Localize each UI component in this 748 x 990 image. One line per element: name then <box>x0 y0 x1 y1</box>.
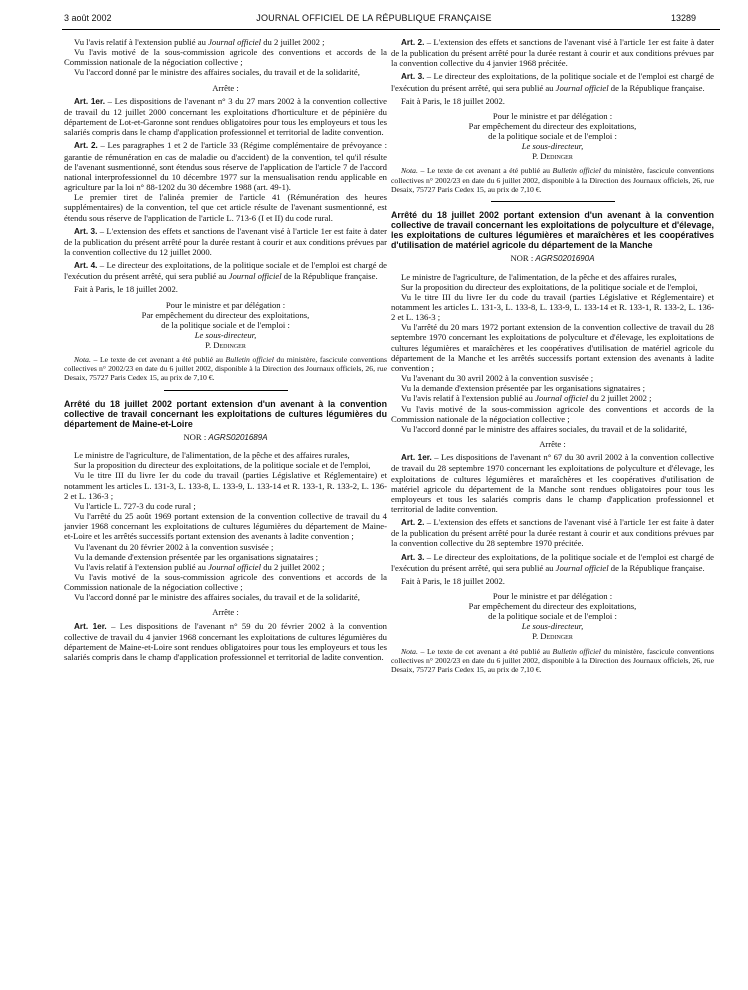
minister-line: Le ministre de l'agriculture, de l'alimentation, de la pêche et des affaires rurales, <box>401 271 677 282</box>
article-2-paragraph-2: Le premier tiret de l'alinéa premier de l'article 41 (Rémunération des heures supplémentaires) de la convention, tel que cet article résulte de l'avenant susmentionné, est étendu sous réserve de l'application de l'article L. 713-6 (I et II) du code rural. <box>64 192 387 223</box>
article-1: Art. 1er. – Les dispositions de l'avenant n° 67 du 30 avril 2002 à la convention collective de travail du 28 septembre 1970 concernant les exploitations de polyculture et d'élevage, les exploitations de cultures légumières et maraîchères et les coopératives d'utilisation de matériel agricole du département de la Manche sont rendues obligatoires pour tous les employeurs et tous les salariés compris dans le champ d'application professionnel et territorial de ladite convention. <box>391 452 714 514</box>
nor-reference: NOR : AGRS0201689A <box>183 431 268 442</box>
header-journal-title: JOURNAL OFFICIEL DE LA RÉPUBLIQUE FRANÇAISE <box>256 13 492 23</box>
visa-code-rural: Vu l'article L. 727-3 du code rural ; <box>74 500 196 511</box>
nota-note: Nota. – Le texte de cet avenant a été publié au Bulletin officiel du ministère, fascicule conventions collectives n° 2002/23 en date du 6 juillet 2002, disponible à la Direction des Journaux officiels, 26, rue Desaix, 75727 Paris Cedex 15, au prix de 7,10 €. <box>391 166 714 194</box>
visa-accord: Vu l'accord donné par le ministre des affaires sociales, du travail et de la solidarité, <box>74 67 360 78</box>
visa-avis: Vu l'avis relatif à l'extension publié au Journal officiel du 2 juillet 2002 ; <box>401 393 652 404</box>
signature-block: Pour le ministre et par délégation : Par empêchement du directeur des exploitations, de la politique sociale et de l'emploi : Le sous-directeur, P. Dedinger <box>391 111 714 161</box>
visa-demande: Vu la demande d'extension présentée par les organisations signataires ; <box>401 383 645 394</box>
visa-demande: Vu la demande d'extension présentée par les organisations signataires ; <box>74 551 318 562</box>
fait-a-paris: Fait à Paris, le 18 juillet 2002. <box>401 95 505 106</box>
visa-avis-motive: Vu l'avis motivé de la sous-commission agricole des conventions et accords de la Commission nationale de la négociation collective ; <box>64 47 387 68</box>
nor-reference: NOR : AGRS0201690A <box>510 253 595 264</box>
visa-avenant: Vu l'avenant du 30 avril 2002 à la convention susvisée ; <box>401 373 594 384</box>
minister-line: Le ministre de l'agriculture, de l'alimentation, de la pêche et des affaires rurales, <box>74 450 350 461</box>
signature-block: Pour le ministre et par délégation : Par empêchement du directeur des exploitations, de la politique sociale et de l'emploi : Le sous-directeur, P. Dedinger <box>64 300 387 350</box>
section-separator <box>491 201 615 202</box>
signature-block: Pour le ministre et par délégation : Par empêchement du directeur des exploitations, de la politique sociale et de l'emploi : Le sous-directeur, P. Dedinger <box>391 591 714 641</box>
signatory-name: P. Dedinger <box>532 151 573 162</box>
article-3: Art. 3. – Le directeur des exploitations, de la politique sociale et de l'emploi est chargé de l'exécution du présent arrêté, qui sera publié au Journal officiel de la République française. <box>391 551 714 573</box>
visa-arrete-1969: Vu l'arrêté du 25 août 1969 portant extension de la convention collective de travail du 4 janvier 1968 concernant les exploitations de cultures légumières du département de Maine-et-Loire et les arrêtés successifs portant extension des avenants à ladite convention ; <box>64 511 387 542</box>
visa-avis: Vu l'avis relatif à l'extension publié au Journal officiel du 2 juillet 2002 ; <box>74 561 325 572</box>
proposition-line: Sur la proposition du directeur des exploitations, de la politique sociale et de l'emploi, <box>74 460 371 471</box>
article-3: Art. 3. – Le directeur des exploitations, de la politique sociale et de l'emploi est chargé de l'exécution du présent arrêté, qui sera publié au Journal officiel de la République française. <box>391 71 714 93</box>
article-3: Art. 3. – L'extension des effets et sanctions de l'avenant visé à l'article 1er est faite à dater de la publication du présent arrêté pour la durée restant à courir et aux conditions prévues par la convention collective du 12 juillet 2000. <box>64 225 387 257</box>
article-2: Art. 2. – L'extension des effets et sanctions de l'avenant visé à l'article 1er est faite à dater de la publication du présent arrêté pour la durée restant à courir et aux conditions prévues par la convention collective du 28 septembre 1970 précitée. <box>391 517 714 549</box>
left-column <box>64 37 387 982</box>
article-4: Art. 4. – Le directeur des exploitations, de la politique sociale et de l'emploi est chargé de l'exécution du présent arrêté, qui sera publié au Journal officiel de la République française. <box>64 260 387 282</box>
fait-a-paris: Fait à Paris, le 18 juillet 2002. <box>74 284 178 295</box>
nota-note: Nota. – Le texte de cet avenant a été publié au Bulletin officiel du ministère, fascicule conventions collectives n° 2002/23 en date du 6 juillet 2002, disponible à la Direction des Journaux officiels, 26, rue Desaix, 75727 Paris Cedex 15, au prix de 7,10 €. <box>391 646 714 674</box>
section-separator <box>164 390 288 391</box>
article-2: Art. 2. – L'extension des effets et sanctions de l'avenant visé à l'article 1er est faite à dater de la publication du présent arrêté pour la durée restant à courir et aux conditions prévues par la convention collective du 4 janvier 1968 précitée. <box>391 37 714 69</box>
header-page-number: 13289 <box>670 13 696 23</box>
arrete-heading: Arrête : <box>212 82 239 93</box>
signatory-name: P. Dedinger <box>205 339 246 350</box>
visa-code-travail: Vu le titre III du livre Ier du code du travail (parties Législative et Réglementaire) et notamment les articles L. 131-3, L. 133-8, L. 133-9, L. 133-14 et R. 133-1, R. 133-2, L. 136-2 et L. 136-3 ; <box>64 470 387 501</box>
fait-a-paris: Fait à Paris, le 18 juillet 2002. <box>401 575 505 586</box>
visa-avis: Vu l'avis relatif à l'extension publié au Journal officiel du 2 juillet 2002 ; <box>74 37 325 47</box>
visa-arrete-1972: Vu l'arrêté du 20 mars 1972 portant extension de la convention collective de travail du 28 septembre 1970 concernant les exploitations de polyculture et d'élevage, les exploitations de cultures légumières et maraîchères et les coopératives d'utilisation de matériel agricole du département de la Manche et les arrêtés successifs portant extension des avenants à ladite convention ; <box>391 322 714 373</box>
right-column <box>391 37 714 982</box>
nota-note: Nota. – Le texte de cet avenant a été publié au Bulletin officiel du ministère, fascicule conventions collectives n° 2002/23 en date du 6 juillet 2002, disponible à la Direction des Journaux officiels, 26, rue Desaix, 75727 Paris Cedex 15, au prix de 7,10 €. <box>64 355 387 383</box>
signatory-name: P. Dedinger <box>532 631 573 642</box>
header-date: 3 août 2002 <box>64 13 112 23</box>
visa-code-travail: Vu le titre III du livre Ier du code du travail (parties Législative et Réglementaire) et notamment les articles L. 131-3, L. 133-8, L. 133-9, L. 133-14 et R. 133-1, R. 133-2, L. 136-2 et L. 136-3 ; <box>391 291 714 323</box>
arrete-heading: Arrête : <box>212 607 239 618</box>
visa-avis-motive: Vu l'avis motivé de la sous-commission agricole des conventions et accords de la Commission nationale de la négociation collective ; <box>64 571 387 593</box>
arrete-title: Arrêté du 18 juillet 2002 portant extension d'un avenant à la convention collective de travail concernant les exploitations de cultures légumières du département de Maine-et-Loire <box>64 398 387 429</box>
arrete-title: Arrêté du 18 juillet 2002 portant extension d'un avenant à la convention collective de travail concernant les exploitations de polyculture et d'élevage, les exploitations de cultures légumières et maraîchères et les coopératives d'utilisation de matériel agricole du département de la Manche <box>391 210 714 251</box>
header-rule <box>62 29 720 30</box>
article-1: Art. 1er. – Les dispositions de l'avenant n° 59 du 20 février 2002 à la convention collective de travail du 4 janvier 1968 concernant les exploitations de cultures légumières du département de Maine-et-Loire sont rendues obligatoires pour tous les employeurs et tous les salariés compris dans le champ d'application professionnel et territorial de ladite convention. <box>64 620 387 663</box>
article-2: Art. 2. – Les paragraphes 1 et 2 de l'article 33 (Régime complémentaire de prévoyance : garantie de rémunération en cas de maladie ou d'accident) de la convention, tel qu'il résulte de l'avenant susmentionné, sont étendus sous réserve de l'application de l'article 7 de l'accord national interprofessionnel du 10 décembre 1977 sur la mensualisation rendu applicable en agriculture par la loi n° 88-1202 du 30 décembre 1988 (art. 49-1). <box>64 140 387 193</box>
page-header <box>0 13 748 27</box>
visa-accord: Vu l'accord donné par le ministre des affaires sociales, du travail et de la solidarité, <box>401 423 687 434</box>
visa-avenant: Vu l'avenant du 20 février 2002 à la convention susvisée ; <box>74 541 274 552</box>
visa-accord: Vu l'accord donné par le ministre des affaires sociales, du travail et de la solidarité, <box>74 592 360 603</box>
proposition-line: Sur la proposition du directeur des exploitations, de la politique sociale et de l'emploi, <box>401 281 698 292</box>
arrete-heading: Arrête : <box>539 439 566 450</box>
article-1: Art. 1er. – Les dispositions de l'avenant n° 3 du 27 mars 2002 à la convention collective de travail du 12 juillet 2000 concernant les exploitations d'horticulture et de pépinière du département de Lot-et-Garonne sont rendues obligatoires pour tous les employeurs et tous les salariés compris dans le champ d'application professionnel et territorial de ladite convention. <box>64 95 387 138</box>
visa-avis-motive: Vu l'avis motivé de la sous-commission agricole des conventions et accords de la Commission nationale de la négociation collective ; <box>391 403 714 424</box>
